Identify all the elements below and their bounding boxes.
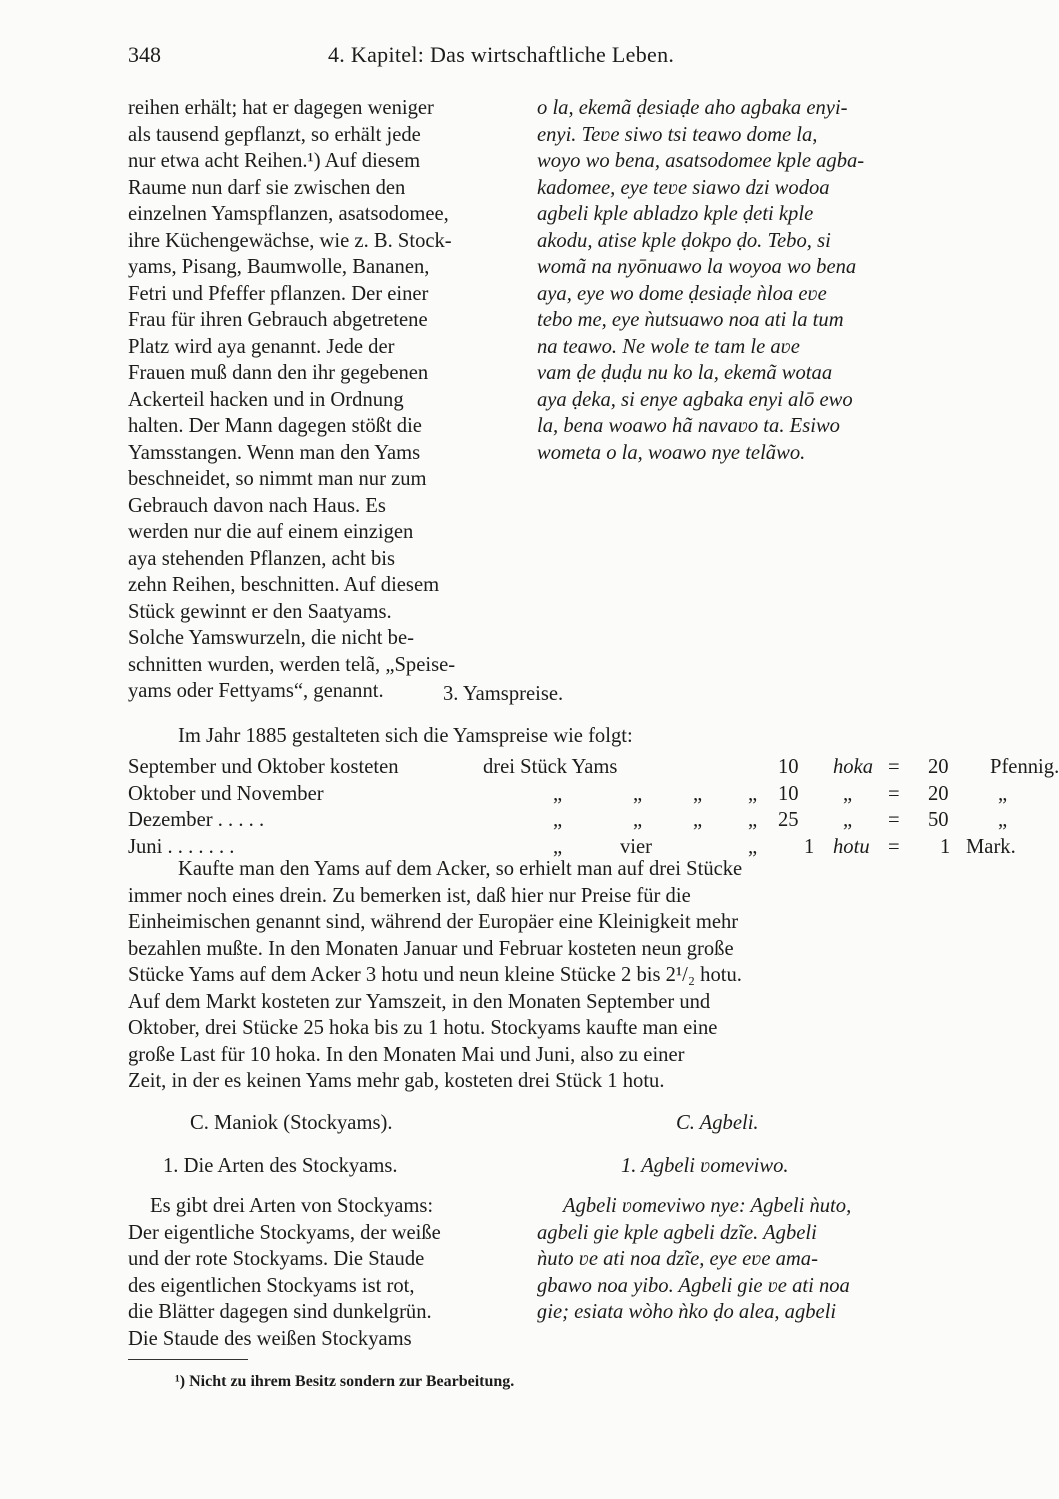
page-number: 348 xyxy=(128,42,161,67)
price-label: Juni . . . . . . . xyxy=(128,835,235,858)
german-column-top xyxy=(128,95,508,705)
text-line: la, bena woawo hã navaʋo ta. Esiwo xyxy=(537,415,840,437)
price-unit: hotu xyxy=(833,835,870,858)
price-amount: 1 xyxy=(804,835,815,858)
text-line: Frauen muß dann den ihr gegebenen xyxy=(128,362,429,384)
ditto-mark: „ xyxy=(998,782,1008,805)
price-currency: Pfennig. xyxy=(990,756,1059,778)
text-line: Oktober, drei Stücke 25 hoka bis zu 1 hotu. Stockyams kaufte man eine xyxy=(128,1017,718,1039)
text-line: zehn Reihen, beschnitten. Auf diesem xyxy=(128,574,440,596)
text-line: die Blätter dagegen sind dunkelgrün. xyxy=(128,1301,432,1323)
text-line: nur etwa acht Reihen.¹) Auf diesem xyxy=(128,150,421,172)
text-line: als tausend gepflanzt, so erhält jede xyxy=(128,123,421,146)
text-line: bezahlen mußte. In den Monaten Januar und Februar kosteten neun große xyxy=(128,937,734,960)
ditto-mark: „ xyxy=(693,782,703,805)
price-paragraph xyxy=(128,856,918,1095)
price-amount: 10 xyxy=(778,756,799,778)
text-line: vam ḍe ḍuḍu nu ko la, ekemã wotaa xyxy=(537,362,833,384)
text-line: agbeli kple abladzo kple ḍeti kple xyxy=(537,203,814,225)
heading-stockyams-types: 1. Die Arten des Stockyams. xyxy=(163,1155,398,1177)
section-heading: 3. Yamspreise. xyxy=(443,683,564,705)
text-line: tebo me, eye ǹutsuawo noa ati la tum xyxy=(537,309,844,331)
text-line: des eigentlichen Stockyams ist rot, xyxy=(128,1274,415,1297)
text-line: woyo wo bena, asatsodomee kple agba- xyxy=(537,150,865,172)
text-line: gbawo noa yibo. Agbeli ɡie ʋe ati noa xyxy=(537,1274,850,1297)
price-item: vier xyxy=(620,835,653,858)
text-line: akodu, atise kple ḍokpo ḍo. Tebo, si xyxy=(537,229,831,252)
text-line: Ackerteil hacken und in Ordnung xyxy=(128,388,404,411)
price-equivalent: 20 xyxy=(928,756,949,778)
text-line: reihen erhält; hat er dagegen weniger xyxy=(128,97,434,119)
text-line: Kaufte man den Yams auf dem Acker, so erhielt man auf drei Stücke xyxy=(178,858,743,880)
text-line: o la, ekemã ḍesiaḍe aho agbaka enyi- xyxy=(537,97,848,119)
ditto-mark: „ xyxy=(998,809,1008,831)
table-row xyxy=(128,756,1059,783)
equals-sign: = xyxy=(888,756,900,778)
text-line: Solche Yamswurzeln, die nicht be- xyxy=(128,627,414,649)
price-intro xyxy=(178,723,918,750)
text-line: na teawo. Ne wole te tam le aʋe xyxy=(537,335,800,358)
price-unit: hoka xyxy=(833,756,874,778)
text-line: große Last für 10 hoka. In den Monaten Mai und Juni, also zu einer xyxy=(128,1043,685,1066)
text-line: Yamsstangen. Wenn man den Yams xyxy=(128,441,421,464)
text-line: und der rote Stockyams. Die Staude xyxy=(128,1248,425,1270)
price-equivalent: 1 xyxy=(940,835,951,858)
text-line: Der eigentliche Stockyams, der weiße xyxy=(128,1221,441,1244)
price-label: Dezember . . . . . xyxy=(128,809,265,831)
text-line: agbeli ɡie kple agbeli dzĩe. Agbeli xyxy=(537,1221,817,1244)
german-column-bottom xyxy=(128,1193,508,1352)
text-line: Auf dem Markt kosteten zur Yamszeit, in den Monaten September und xyxy=(128,990,711,1013)
running-title: 4. Kapitel: Das wirtschaftliche Leben. xyxy=(328,42,675,67)
text-line: halten. Der Mann dagegen stößt die xyxy=(128,415,422,437)
text-line: aya ḍeka, si enye agbaka enyi alō ewo xyxy=(537,388,853,411)
price-amount: 10 xyxy=(778,782,799,805)
text-line: womã na nyōnuawo la woyoa wo bena xyxy=(537,256,857,278)
ewe-column-top xyxy=(537,95,918,466)
ditto-mark: „ xyxy=(553,835,563,858)
text-line: aya, eye wo dome ḍesiaḍe ǹloa eʋe xyxy=(537,282,827,305)
ewe-column-bottom xyxy=(537,1193,918,1326)
equals-sign: = xyxy=(888,809,900,831)
price-label: Oktober und November xyxy=(128,782,324,805)
text-line: aya stehenden Pflanzen, acht bis xyxy=(128,547,396,570)
ditto-mark: „ xyxy=(843,809,853,831)
ditto-mark: „ xyxy=(553,782,563,805)
text-line: Agbeli ʋomeviwo nye: Agbeli ǹuto, xyxy=(563,1195,852,1217)
price-equivalent: 20 xyxy=(928,782,949,805)
text-line: Stück gewinnt er den Saatyams. xyxy=(128,600,392,623)
text-line: Stücke Yams auf dem Acker 3 hotu und neun kleine Stücke 2 bis 2¹/₂ hotu. xyxy=(128,964,742,986)
text-line: yams, Pisang, Baumwolle, Bananen, xyxy=(128,256,430,278)
text-line: werden nur die auf einem einzigen xyxy=(128,521,414,543)
heading-maniok: C. Maniok (Stockyams). xyxy=(190,1112,393,1134)
ditto-mark: „ xyxy=(633,809,643,831)
price-equivalent: 50 xyxy=(928,809,949,831)
text-line: immer noch eines drein. Zu bemerken ist, daß hier nur Preise für die xyxy=(128,884,691,907)
ditto-mark: „ xyxy=(693,809,703,831)
price-amount: 25 xyxy=(778,809,799,831)
text-line: Zeit, in der es keinen Yams mehr gab, kosteten drei Stück 1 hotu. xyxy=(128,1070,665,1092)
running-header xyxy=(128,42,918,72)
price-currency: Mark. xyxy=(966,835,1016,858)
text-line: einzelnen Yamspflanzen, asatsodomee, xyxy=(128,203,449,225)
price-label: September und Oktober kosteten xyxy=(128,756,399,778)
equals-sign: = xyxy=(888,835,900,858)
text-line: Platz wird aya genannt. Jede der xyxy=(128,335,395,358)
ditto-mark: „ xyxy=(748,782,758,805)
text-line: wometa o la, woawo nye telãwo. xyxy=(537,441,806,464)
text-line: Es gibt drei Arten von Stockyams: xyxy=(150,1195,434,1217)
text-line: Gebrauch davon nach Haus. Es xyxy=(128,494,386,517)
ditto-mark: „ xyxy=(633,782,643,805)
text-line: yams oder Fettyams“, genannt. xyxy=(128,680,384,702)
text-line: schnitten wurden, werden telã, „Speise- xyxy=(128,653,456,676)
text-line: enyi. Teʋe siwo tsi teawo dome la, xyxy=(537,123,818,146)
text-line: Raume nun darf sie zwischen den xyxy=(128,176,406,199)
text-line: beschneidet, so nimmt man nur zum xyxy=(128,468,427,490)
text-line: kadomee, eye teʋe siawo dzi wodoa xyxy=(537,176,830,199)
equals-sign: = xyxy=(888,782,900,805)
heading-agbeli-types: 1. Agbeli ʋomeviwo. xyxy=(621,1155,789,1177)
ditto-mark: „ xyxy=(748,809,758,831)
text-line: Die Staude des weißen Stockyams xyxy=(128,1327,412,1350)
heading-agbeli: C. Agbeli. xyxy=(676,1112,759,1134)
price-table xyxy=(128,756,1059,862)
ditto-mark: „ xyxy=(553,809,563,831)
text-line: Im Jahr 1885 gestalteten sich die Yamspreise wie folgt: xyxy=(178,725,633,747)
price-item: drei Stück Yams xyxy=(483,756,618,778)
footnote: ¹) Nicht zu ihrem Besitz sondern zur Bearbeitung. xyxy=(175,1373,515,1390)
table-row xyxy=(128,782,1008,810)
footnote-rule xyxy=(128,1359,248,1360)
text-line: Frau für ihren Gebrauch abgetretene xyxy=(128,309,428,331)
ditto-mark: „ xyxy=(843,782,853,805)
text-line: ǹuto ʋe ati noa dzĩe, eye eʋe ama- xyxy=(537,1248,818,1270)
text-line: Einheimischen genannt sind, während der Europäer eine Kleinigkeit mehr xyxy=(128,911,739,933)
ditto-mark: „ xyxy=(748,835,758,858)
text-line: ihre Küchengewächse, wie z. B. Stock- xyxy=(128,229,452,252)
table-row xyxy=(128,809,1008,836)
text-line: Fetri und Pfeffer pflanzen. Der einer xyxy=(128,282,429,305)
text-line: ɡie; esiata wòho ǹko ḍo alea, agbeli xyxy=(537,1301,837,1323)
